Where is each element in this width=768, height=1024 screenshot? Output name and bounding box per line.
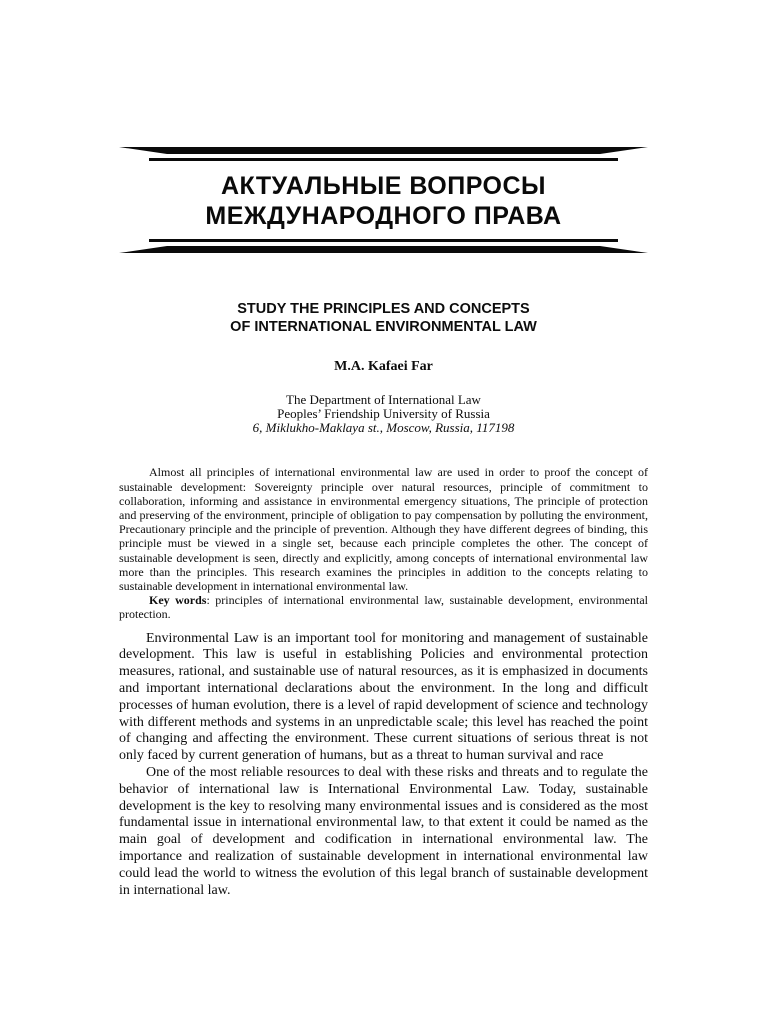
journal-section-title (119, 171, 648, 231)
abstract-text: Almost all principles of international environmental law are used in order to proof the concept of sustainable development: Sovereignty principle over natural resources, principle of commitment to collaboration, informing and assistance in environmental emergency situations, The principle of protection and preserving of the environment, principle of obligation to pay compensation by polluting the environment, Precautionary principle and the principle of prevention. Although they have different degrees of binding, this principle must be viewed in a single set, because each principle completes the other. The concept of sustainable development is seen, directly and explicitly, among concepts of international environmental law more than the principles. This research examines the principles in addition to the concepts relating to sustainable development in international environmental law. (119, 465, 648, 594)
body-paragraph-2: One of the most reliable resources to deal with these risks and threats and to regulate the behavior of international law is International Environmental Law. Today, sustainable development is the key to resolving many environmental issues and is considered as the most fundamental issue in international environmental law, to that extent it could be named as the main goal of development and codification in international environmental law. The importance and realization of sustainable development in international environmental law could lead the world to witness the evolution of this legal branch of sustainable development in international law. (119, 765, 648, 898)
keywords-label: Key words (149, 593, 207, 608)
ornament-rule-bottom-thick (119, 246, 648, 253)
affiliation-address: 6, Miklukho-Maklaya st., Moscow, Russia, 117198 (252, 419, 515, 435)
article-title (119, 301, 648, 336)
ornament-rule-bottom-thin (149, 239, 618, 242)
ornament-rule-top-thin (149, 158, 618, 161)
keywords-paragraph (119, 593, 648, 621)
affiliation-department: The Department of International Law (286, 392, 481, 407)
article-author: M.A. Kafaei Far (334, 359, 433, 374)
article-body (119, 631, 648, 900)
keywords-text: : principles of international environmental law, sustainable development, environmental protection. (119, 593, 648, 622)
article-title-line2: OF INTERNATIONAL ENVIRONMENTAL LAW (230, 318, 537, 335)
article-affiliation (119, 393, 648, 434)
ornament-rule-top-thick (119, 147, 648, 154)
body-paragraph-1: Environmental Law is an important tool for monitoring and management of sustainable development. This law is useful in establishing Policies and environmental protection measures, rational, and sustainable use of natural resources, as it is emphasized in documents and important international declarations about the environment. In the long and difficult processes of human evolution, there is a level of rapid development of science and technology with different methods and systems in an unpredictable scale; this level has reached the point of changing and affecting the environment. These current situations of serious threat is not only faced by current generation of humans, but as a threat to human survival and race (119, 630, 648, 764)
journal-masthead (119, 147, 648, 253)
journal-section-title-line2: МЕЖДУНАРОДНОГО ПРАВА (205, 202, 562, 230)
journal-section-title-line1: АКТУАЛЬНЫЕ ВОПРОСЫ (220, 172, 547, 200)
abstract-section (119, 465, 648, 621)
article-header (119, 301, 648, 434)
article-title-line1: STUDY THE PRINCIPLES AND CONCEPTS (237, 301, 530, 317)
affiliation-university: Peoples’ Friendship University of Russia (277, 405, 490, 421)
